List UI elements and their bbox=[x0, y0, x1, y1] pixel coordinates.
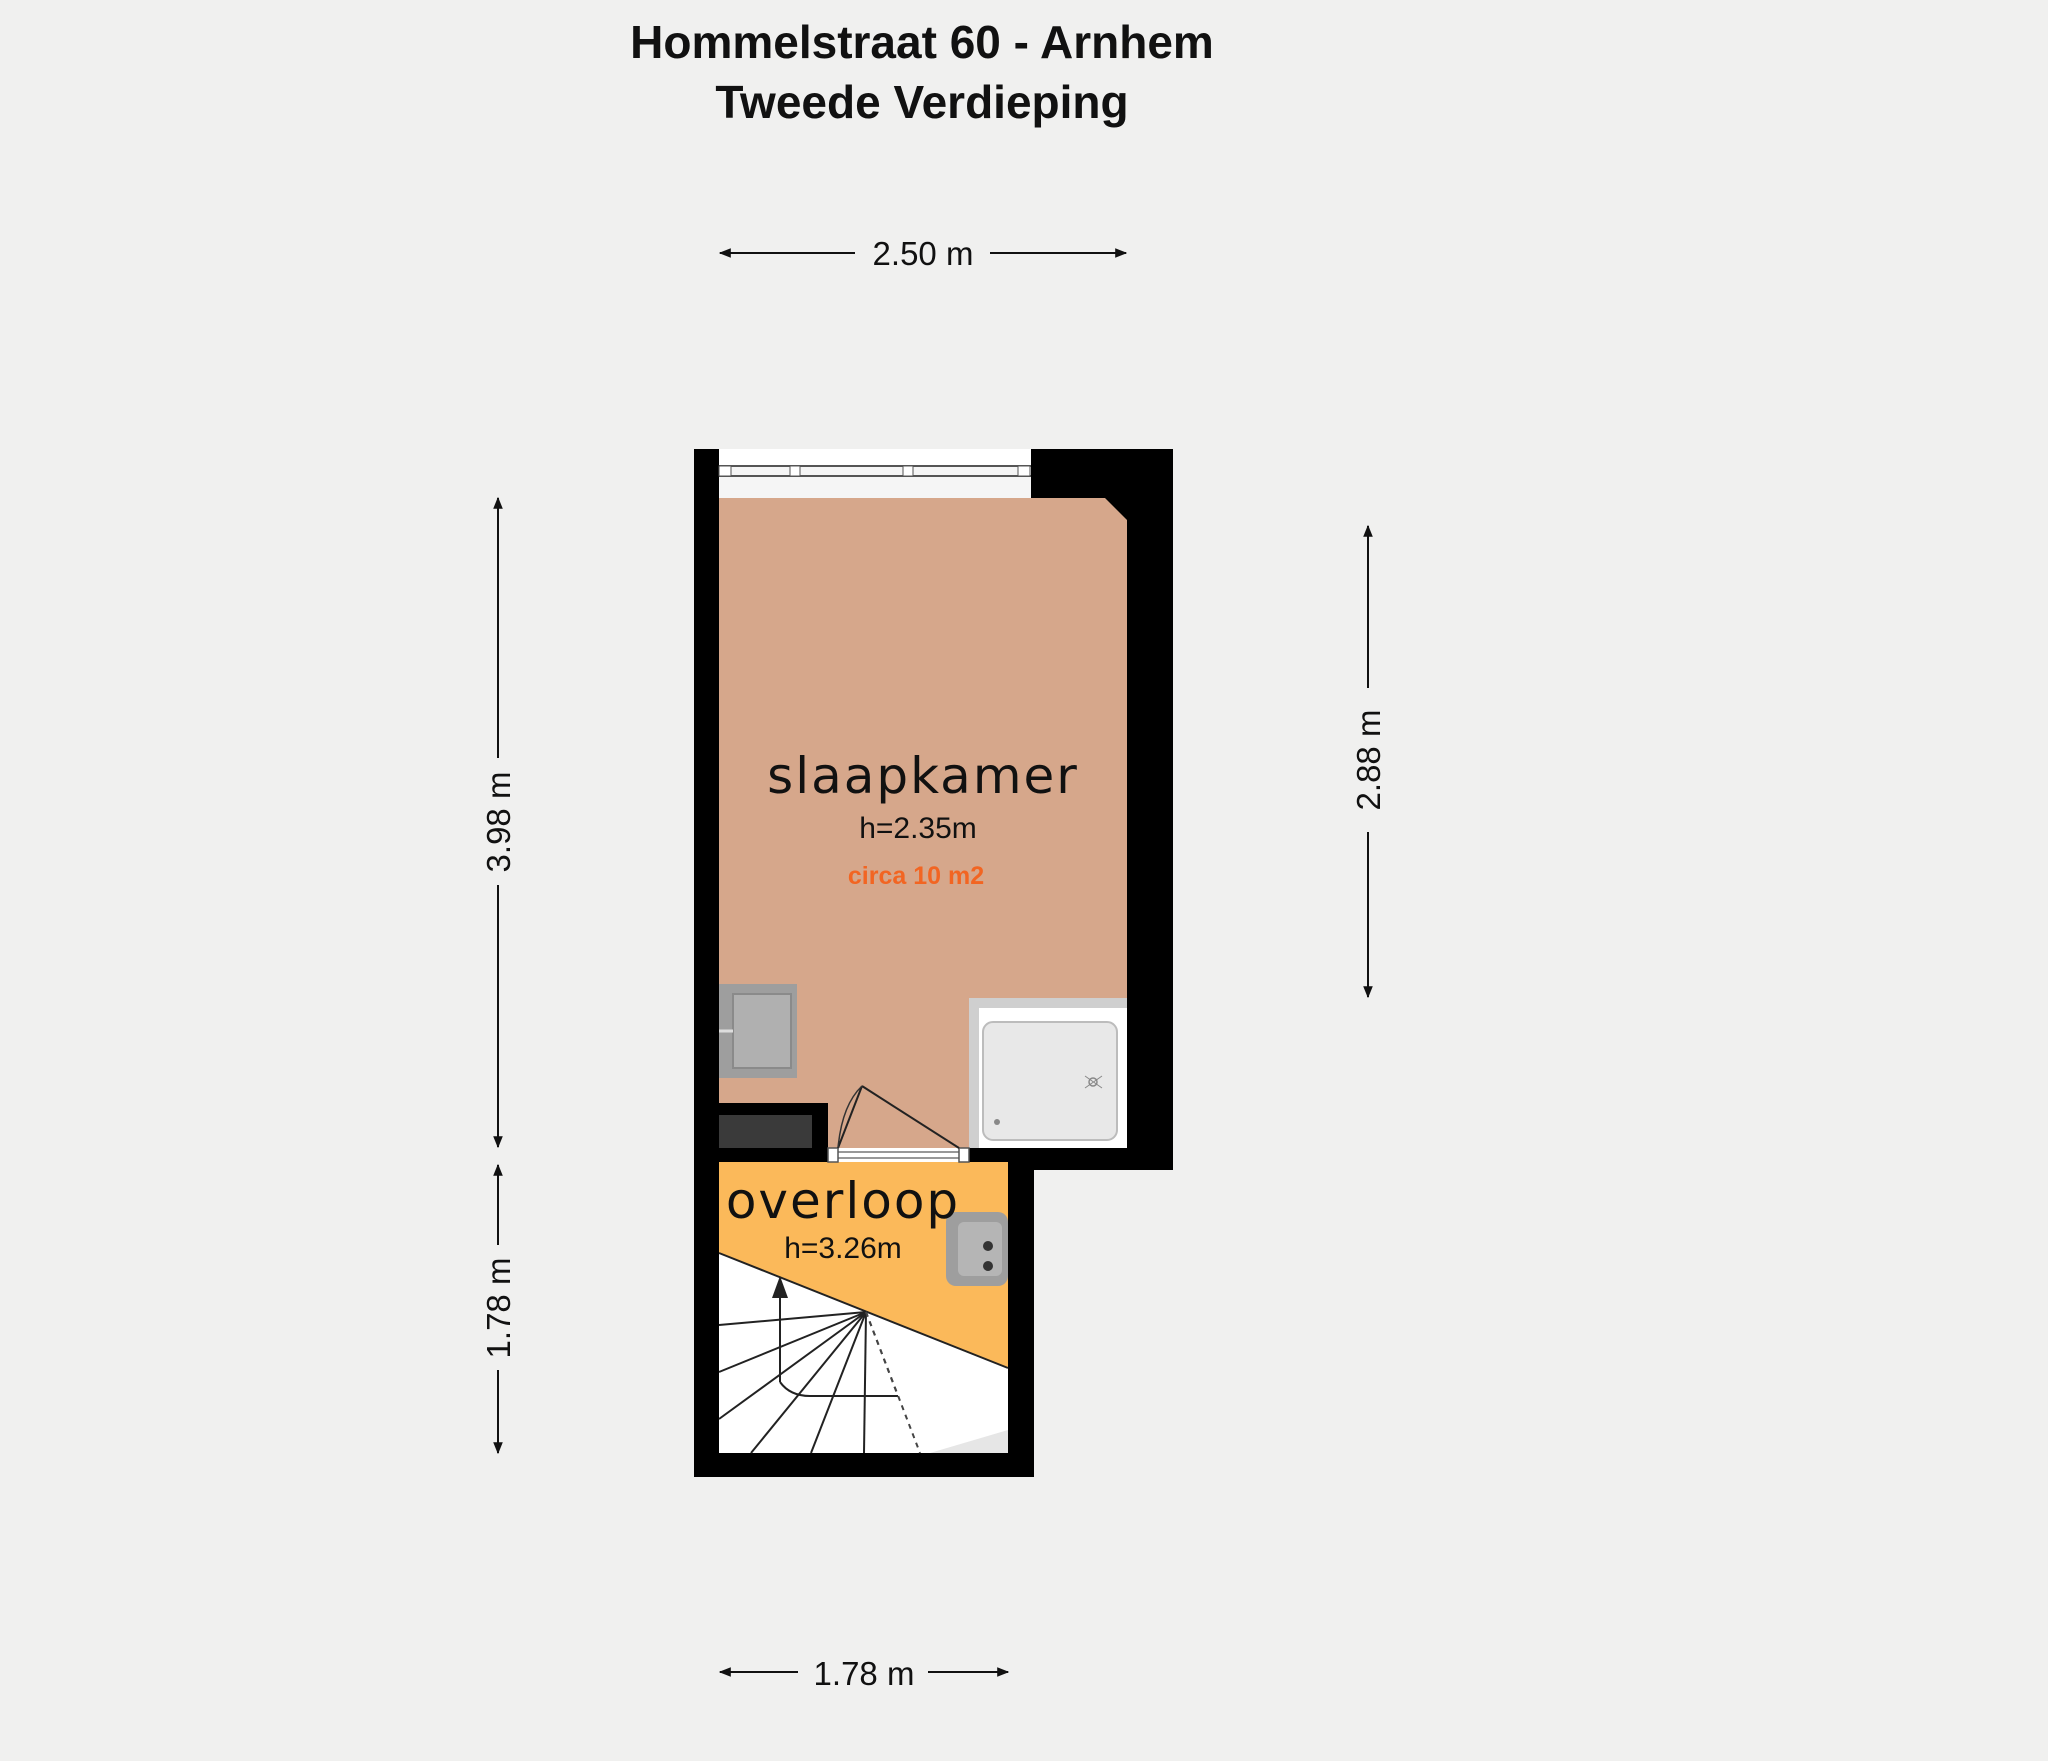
room-height-bedroom: h=2.35m bbox=[859, 812, 977, 845]
dimension-left-lower-label: 1.78 m bbox=[480, 1257, 517, 1359]
sink-icon bbox=[719, 984, 797, 1078]
room-name-landing: overloop bbox=[725, 1172, 961, 1230]
room-name-bedroom: slaapkamer bbox=[767, 747, 1079, 805]
shower-tray-icon bbox=[969, 998, 1127, 1148]
dimension-bottom-label: 1.78 m bbox=[813, 1655, 915, 1692]
window-icon bbox=[719, 449, 1031, 498]
dimension-top-label: 2.50 m bbox=[872, 235, 974, 272]
room-area-bedroom: circa 10 m2 bbox=[847, 862, 985, 890]
dimension-left-upper-label: 3.98 m bbox=[480, 771, 517, 873]
title-floor: Tweede Verdieping bbox=[715, 76, 1129, 128]
dimension-right-label: 2.88 m bbox=[1350, 709, 1387, 811]
title-address: Hommelstraat 60 - Arnhem bbox=[630, 16, 1214, 68]
cabinet bbox=[719, 1103, 828, 1148]
room-height-landing: h=3.26m bbox=[784, 1232, 902, 1265]
